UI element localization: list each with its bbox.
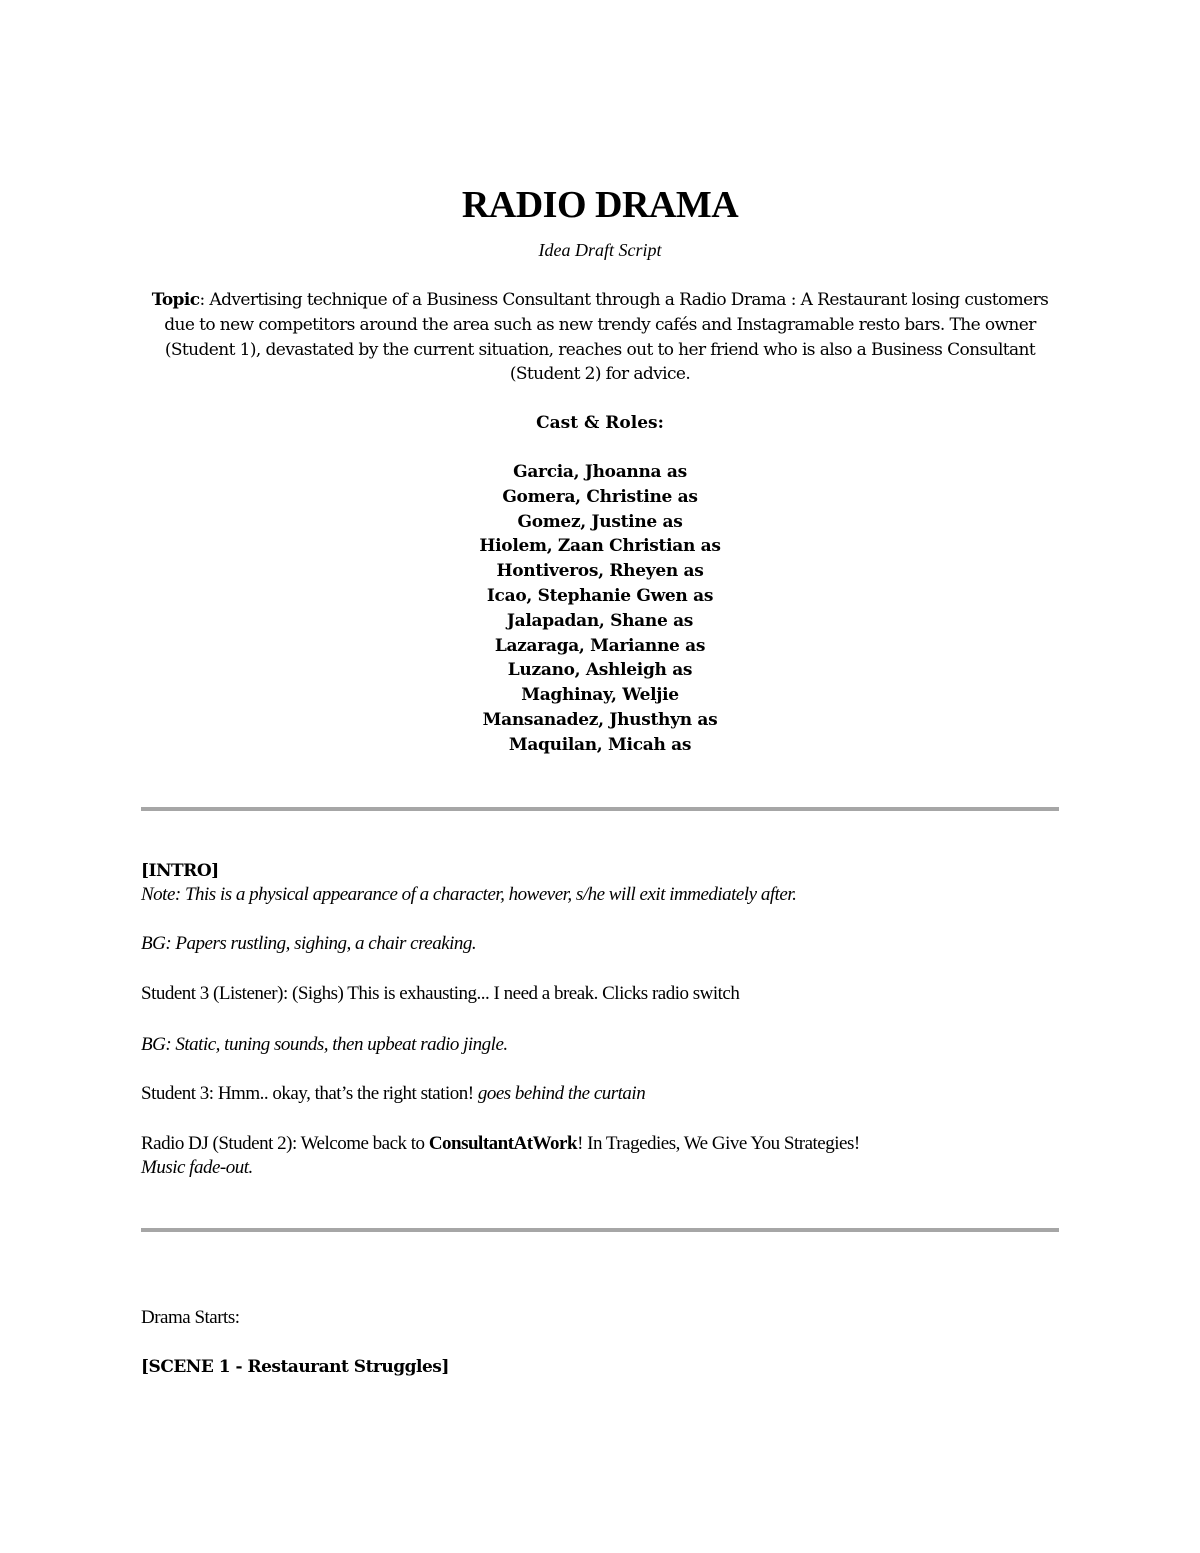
- cast-member: Maquilan, Micah as: [508, 734, 692, 755]
- radio-dj-line: [141, 1132, 1061, 1156]
- cast-member: Icao, Stephanie Gwen as: [486, 585, 714, 606]
- topic-separator: :: [199, 290, 210, 310]
- cast-member: Gomez, Justine as: [517, 511, 683, 532]
- topic-text: Advertising technique of a Business Consultant through a Radio Drama : A Restaurant losing customers due to new competitors around the area such as new trendy cafés and Instagramable resto bars. The owner (Student 1), devastated by the current situation, reaches out to her friend who is also a Business Consultant (Student 2) for advice.: [164, 290, 1049, 385]
- student3-line-1: Student 3 (Listener): (Sighs) This is exhausting... I need a break. Clicks radio switch: [141, 983, 740, 1004]
- cast-member: Maghinay, Weljie: [521, 685, 679, 706]
- cast-heading: Cast & Roles:: [536, 413, 664, 433]
- cast-member: Hiolem, Zaan Christian as: [479, 536, 721, 557]
- horizontal-divider: [141, 807, 1059, 811]
- cast-member: Mansanadez, Jhusthyn as: [482, 709, 718, 730]
- document-subtitle: Idea Draft Script: [538, 240, 662, 260]
- bg-cue-papers: BG: Papers rustling, sighing, a chair creaking.: [141, 933, 477, 954]
- radio-dj-suffix: ! In Tragedies, We Give You Strategies!: [577, 1133, 860, 1154]
- cast-list: [0, 460, 1200, 758]
- student3-line-2: [141, 1082, 1061, 1106]
- topic-paragraph: [140, 288, 1060, 387]
- document-title: RADIO DRAMA: [461, 184, 739, 226]
- horizontal-divider: [141, 1228, 1059, 1232]
- bg-cue-static: BG: Static, tuning sounds, then upbeat radio jingle.: [141, 1034, 508, 1055]
- cast-member: Lazaraga, Marianne as: [494, 635, 706, 656]
- cast-member: Jalapadan, Shane as: [506, 610, 694, 631]
- student3-line-2-action: goes behind the curtain: [477, 1083, 646, 1104]
- drama-starts-label: Drama Starts:: [141, 1307, 240, 1328]
- cast-member: Gomera, Christine as: [502, 486, 698, 507]
- cast-member: Garcia, Jhoanna as: [513, 462, 687, 482]
- intro-note: Note: This is a physical appearance of a character, however, s/he will exit immediately after.: [141, 884, 797, 905]
- intro-heading: [INTRO]: [141, 861, 219, 881]
- radio-dj-prefix: Radio DJ (Student 2): Welcome back to: [141, 1133, 429, 1154]
- radio-show-name: ConsultantAtWork: [428, 1133, 578, 1154]
- student3-line-2-text: Student 3: Hmm.. okay, that’s the right station!: [141, 1083, 478, 1104]
- scene-1-heading: [SCENE 1 - Restaurant Struggles]: [141, 1357, 449, 1377]
- music-fade-cue: Music fade-out.: [141, 1157, 253, 1178]
- topic-label: Topic: [151, 290, 200, 310]
- cast-member: Luzano, Ashleigh as: [507, 660, 693, 681]
- cast-member: Hontiveros, Rheyen as: [496, 561, 704, 582]
